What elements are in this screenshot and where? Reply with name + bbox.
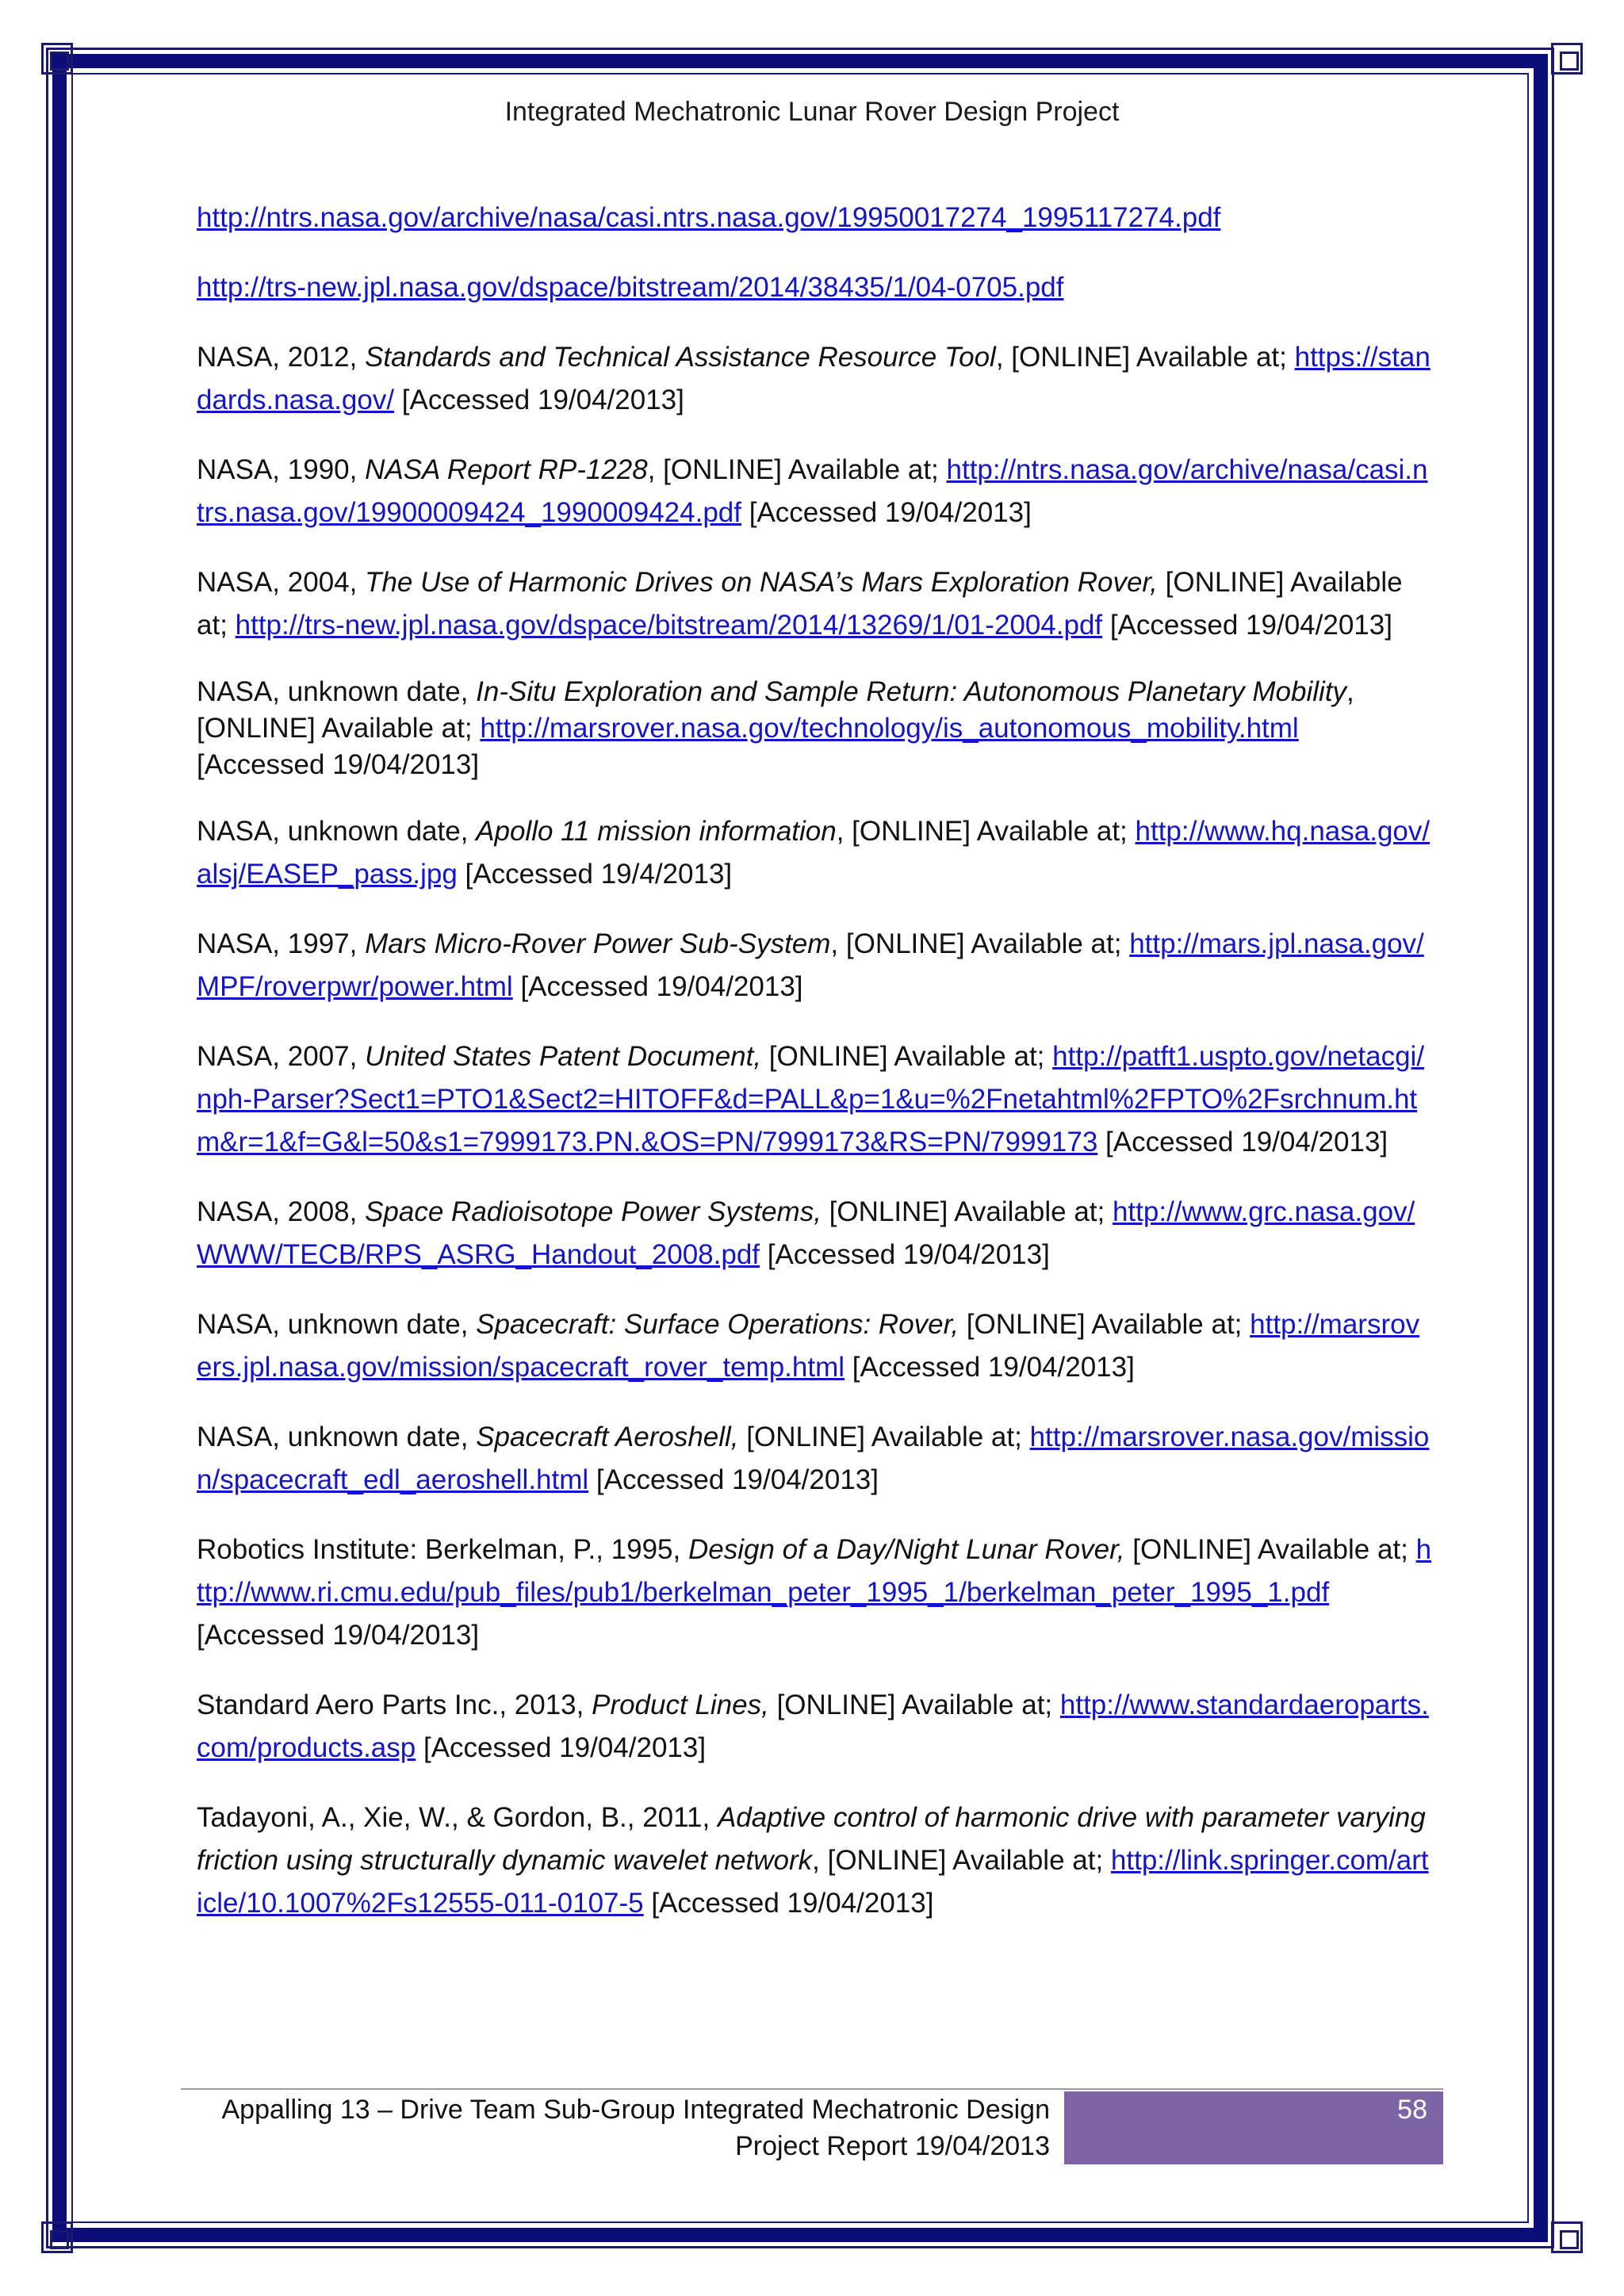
reference-availability: [ONLINE] Available at; [197,567,1403,641]
reference-availability: , [ONLINE] Available at; [812,1845,1111,1876]
reference-entry [197,561,1434,647]
reference-title: The Use of Harmonic Drives on NASA’s Mars Exploration Rover, [365,567,1158,598]
reference-link[interactable]: http://mars.jpl.nasa.gov/MPF/roverpwr/power.html [197,928,1424,1002]
reference-availability: , [ONLINE] Available at; [836,816,1136,847]
footer-line-1: Appalling 13 – Drive Team Sub-Group Integrated Mechatronic Design [221,2095,1050,2125]
reference-availability: , [ONLINE] Available at; [647,454,947,485]
reference-link[interactable]: http://trs-new.jpl.nasa.gov/dspace/bitstream/2014/38435/1/04-0705.pdf [197,272,1064,303]
page-number-box [1064,2091,1443,2164]
reference-entry [197,449,1434,534]
reference-accessed-date: [Accessed 19/04/2013] [1097,1127,1388,1158]
reference-title: Product Lines, [592,1689,769,1720]
reference-title: Design of a Day/Night Lunar Rover, [688,1534,1125,1565]
reference-entry [197,1416,1434,1502]
reference-link[interactable]: http://link.springer.com/article/10.1007%2Fs12555-011-0107-5 [197,1845,1429,1919]
reference-availability: [ONLINE] Available at; [768,1689,1060,1720]
reference-link[interactable]: http://ntrs.nasa.gov/archive/nasa/casi.ntrs.nasa.gov/19900009424_1990009424.pdf [197,454,1428,528]
reference-entry [197,1035,1434,1164]
reference-entry [197,674,1434,783]
reference-accessed-date: [Accessed 19/04/2013] [512,971,803,1002]
reference-title: Spacecraft Aeroshell, [476,1422,739,1452]
corner-ornament-bottom-left [41,2221,73,2253]
reference-availability: [ONLINE] Available at; [821,1196,1113,1227]
reference-title: Apollo 11 mission information [476,816,837,847]
reference-availability: , [ONLINE] Available at; [830,928,1130,959]
reference-author-year: Tadayoni, A., Xie, W., & Gordon, B., 2011, [197,1802,718,1833]
reference-entry [197,1191,1434,1276]
reference-title: Space Radioisotope Power Systems, [365,1196,822,1227]
page-number: 58 [1397,2095,1427,2125]
reference-author-year: NASA, 2004, [197,567,366,598]
reference-entry [197,197,1434,239]
reference-accessed-date: [Accessed 19/04/2013] [588,1464,879,1495]
reference-link[interactable]: http://trs-new.jpl.nasa.gov/dspace/bitstream/2014/13269/1/01-2004.pdf [235,610,1103,641]
reference-accessed-date: [Accessed 19/04/2013] [416,1732,707,1763]
reference-link[interactable]: http://marsrovers.jpl.nasa.gov/mission/spacecraft_rover_temp.html [197,1309,1420,1383]
reference-entry [197,923,1434,1008]
reference-link[interactable]: http://www.grc.nasa.gov/WWW/TECB/RPS_ASRG_Handout_2008.pdf [197,1196,1415,1270]
reference-availability: , [ONLINE] Available at; [995,342,1295,373]
reference-link[interactable]: http://ntrs.nasa.gov/archive/nasa/casi.ntrs.nasa.gov/19950017274_1995117274.pdf [197,202,1221,233]
reference-link[interactable]: http://patft1.uspto.gov/netacgi/nph-Parser?Sect1=PTO1&Sect2=HITOFF&d=PALL&p=1&u=%2Fnetahtml%2FPTO%2Fsrchnum.htm&r=1&f=G&l=50&s1=7999173.PN.&OS=PN/7999173&RS=PN/7999173 [197,1041,1425,1158]
reference-entry [197,1529,1434,1657]
footer-line-2: Project Report 19/04/2013 [735,2131,1050,2161]
reference-title: United States Patent Document, [365,1041,762,1072]
corner-ornament-bottom-right [1551,2221,1583,2253]
reference-link[interactable]: http://www.standardaeroparts.com/products.asp [197,1689,1429,1763]
reference-accessed-date: [Accessed 19/04/2013] [197,749,480,780]
reference-link[interactable]: http://www.hq.nasa.gov/alsj/EASEP_pass.jpg [197,816,1431,890]
reference-accessed-date: [Accessed 19/04/2013] [741,497,1032,528]
reference-link[interactable]: http://marsrover.nasa.gov/mission/spacecraft_edl_aeroshell.html [197,1422,1430,1495]
reference-author-year: NASA, unknown date, [197,1309,477,1340]
reference-title: Standards and Technical Assistance Resource Tool [365,342,996,373]
page-footer [181,2088,1443,2166]
reference-link[interactable]: https://standards.nasa.gov/ [197,342,1431,415]
reference-entry [197,1303,1434,1389]
corner-ornament-top-left [41,43,73,75]
reference-author-year: NASA, 1990, [197,454,366,485]
corner-ornament-top-right [1551,43,1583,75]
reference-entry [197,810,1434,896]
reference-accessed-date: [Accessed 19/04/2013] [760,1239,1050,1270]
reference-availability: [ONLINE] Available at; [738,1422,1030,1452]
reference-title: Mars Micro-Rover Power Sub-System [365,928,831,959]
reference-link[interactable]: http://marsrover.nasa.gov/technology/is_autonomous_mobility.html [480,713,1299,744]
reference-entry [197,336,1434,422]
page-header-title: Integrated Mechatronic Lunar Rover Design Project [504,97,1120,127]
reference-author-year: NASA, 1997, [197,928,366,959]
footer-text [181,2091,1050,2164]
reference-list [197,197,1434,1952]
reference-author-year: Robotics Institute: Berkelman, P., 1995, [197,1534,688,1565]
reference-accessed-date: [Accessed 19/04/2013] [394,385,684,415]
reference-availability: , [ONLINE] Available at; [197,676,1354,744]
reference-author-year: NASA, unknown date, [197,676,477,707]
reference-entry [197,266,1434,309]
reference-author-year: NASA, unknown date, [197,1422,477,1452]
reference-availability: [ONLINE] Available at; [761,1041,1053,1072]
reference-availability: [ONLINE] Available at; [959,1309,1251,1340]
reference-title: In-Situ Exploration and Sample Return: Autonomous Planetary Mobility [476,676,1347,707]
reference-title: NASA Report RP-1228 [365,454,648,485]
reference-link[interactable]: http://www.ri.cmu.edu/pub_files/pub1/berkelman_peter_1995_1/berkelman_peter_1995_1.pdf [197,1534,1432,1608]
reference-accessed-date: [Accessed 19/04/2013] [643,1888,934,1919]
reference-author-year: Standard Aero Parts Inc., 2013, [197,1689,592,1720]
reference-accessed-date: [Accessed 19/4/2013] [457,859,733,890]
reference-author-year: NASA, 2007, [197,1041,366,1072]
reference-author-year: NASA, unknown date, [197,816,477,847]
reference-availability: [ONLINE] Available at; [1124,1534,1416,1565]
reference-title: Spacecraft: Surface Operations: Rover, [476,1309,959,1340]
reference-title: Adaptive control of harmonic drive with parameter varying friction using structurally dynamic wavelet network [197,1802,1426,1876]
reference-entry [197,1797,1434,1925]
reference-author-year: NASA, 2012, [197,342,366,373]
reference-accessed-date: [Accessed 19/04/2013] [845,1352,1135,1383]
reference-author-year: NASA, 2008, [197,1196,366,1227]
reference-accessed-date: [Accessed 19/04/2013] [1102,610,1392,641]
reference-entry [197,1684,1434,1770]
reference-accessed-date: [Accessed 19/04/2013] [197,1620,480,1651]
